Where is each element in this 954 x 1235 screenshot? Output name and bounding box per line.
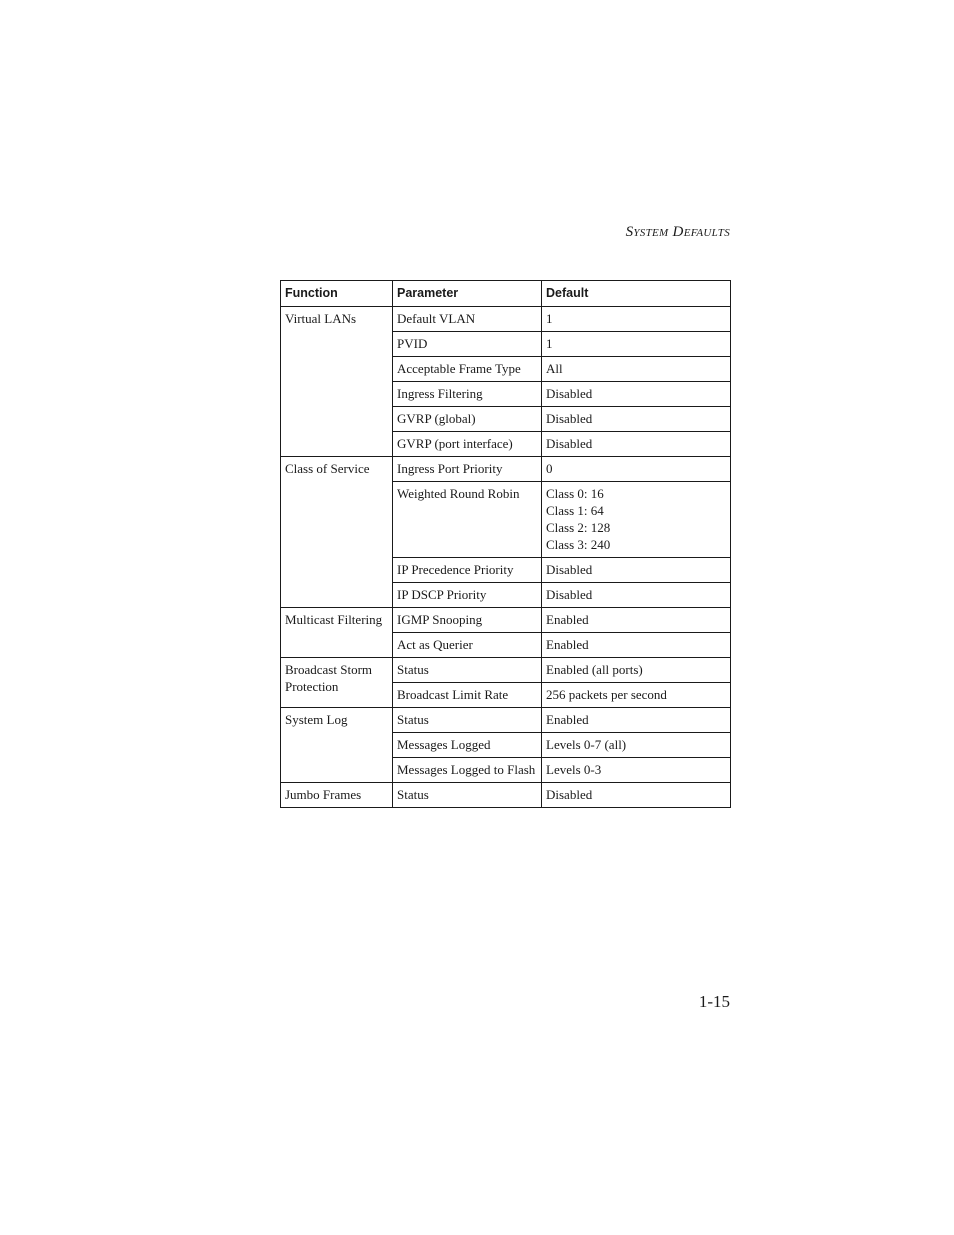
cell-default-line: 256 packets per second	[546, 687, 667, 702]
cell-parameter: GVRP (port interface)	[393, 432, 542, 457]
cell-default-line: Disabled	[546, 787, 593, 802]
cell-default	[542, 633, 731, 658]
cell-default-line: Class 1: 64	[546, 503, 604, 518]
cell-default-line: All	[546, 361, 563, 376]
cell-default	[542, 332, 731, 357]
cell-default-line: 1	[546, 311, 553, 326]
cell-default-line: Disabled	[546, 562, 593, 577]
cell-default-line: Class 2: 128	[546, 520, 611, 535]
cell-default	[542, 783, 731, 808]
cell-parameter: Status	[393, 708, 542, 733]
cell-default	[542, 683, 731, 708]
table-row	[281, 608, 731, 633]
cell-default-line: Enabled	[546, 612, 589, 627]
cell-default-line: Disabled	[546, 411, 593, 426]
cell-function: Virtual LANs	[281, 307, 393, 457]
cell-function: Broadcast Storm Protection	[281, 658, 393, 708]
cell-parameter: Ingress Filtering	[393, 382, 542, 407]
cell-function: Jumbo Frames	[281, 783, 393, 808]
cell-default-line: Levels 0-7 (all)	[546, 737, 627, 752]
cell-default	[542, 357, 731, 382]
cell-default	[542, 457, 731, 482]
cell-parameter: IP DSCP Priority	[393, 583, 542, 608]
cell-default-line: 0	[546, 461, 553, 476]
cell-default	[542, 407, 731, 432]
cell-function: System Log	[281, 708, 393, 783]
cell-default-line: Disabled	[546, 587, 593, 602]
column-header-default: Default	[542, 281, 731, 307]
cell-default-line: Disabled	[546, 436, 593, 451]
cell-default	[542, 608, 731, 633]
cell-default-line: Class 0: 16	[546, 486, 604, 501]
cell-default-line: Enabled (all ports)	[546, 662, 643, 677]
cell-function: Multicast Filtering	[281, 608, 393, 658]
column-header-parameter: Parameter	[393, 281, 542, 307]
table-row	[281, 457, 731, 482]
cell-default-line: Class 3: 240	[546, 537, 611, 552]
cell-parameter: GVRP (global)	[393, 407, 542, 432]
cell-default-line: Levels 0-3	[546, 762, 602, 777]
cell-parameter: IP Precedence Priority	[393, 558, 542, 583]
cell-default-line: Disabled	[546, 386, 593, 401]
cell-parameter: PVID	[393, 332, 542, 357]
cell-default	[542, 583, 731, 608]
table-row	[281, 307, 731, 332]
header-row	[281, 281, 731, 307]
cell-function: Class of Service	[281, 457, 393, 608]
cell-parameter: Acceptable Frame Type	[393, 357, 542, 382]
cell-default	[542, 482, 731, 558]
cell-default	[542, 307, 731, 332]
table-header	[281, 281, 731, 307]
cell-default	[542, 382, 731, 407]
cell-default	[542, 432, 731, 457]
cell-default	[542, 733, 731, 758]
column-header-function: Function	[281, 281, 393, 307]
cell-parameter: Status	[393, 658, 542, 683]
page-number: 1-15	[698, 992, 730, 1011]
table-row	[281, 708, 731, 733]
cell-parameter: Weighted Round Robin	[393, 482, 542, 558]
cell-default	[542, 708, 731, 733]
cell-parameter: Default VLAN	[393, 307, 542, 332]
cell-default	[542, 558, 731, 583]
cell-parameter: Ingress Port Priority	[393, 457, 542, 482]
cell-parameter: Messages Logged to Flash	[393, 758, 542, 783]
cell-default-line: 1	[546, 336, 553, 351]
table-body	[281, 307, 731, 808]
cell-parameter: Status	[393, 783, 542, 808]
cell-parameter: Act as Querier	[393, 633, 542, 658]
table-row	[281, 783, 731, 808]
cell-default-line: Enabled	[546, 637, 589, 652]
cell-default	[542, 758, 731, 783]
system-defaults-table	[280, 280, 731, 808]
running-head: System Defaults	[625, 224, 730, 240]
cell-default	[542, 658, 731, 683]
table-row	[281, 658, 731, 683]
cell-parameter: Broadcast Limit Rate	[393, 683, 542, 708]
cell-parameter: IGMP Snooping	[393, 608, 542, 633]
cell-parameter: Messages Logged	[393, 733, 542, 758]
cell-default-line: Enabled	[546, 712, 589, 727]
